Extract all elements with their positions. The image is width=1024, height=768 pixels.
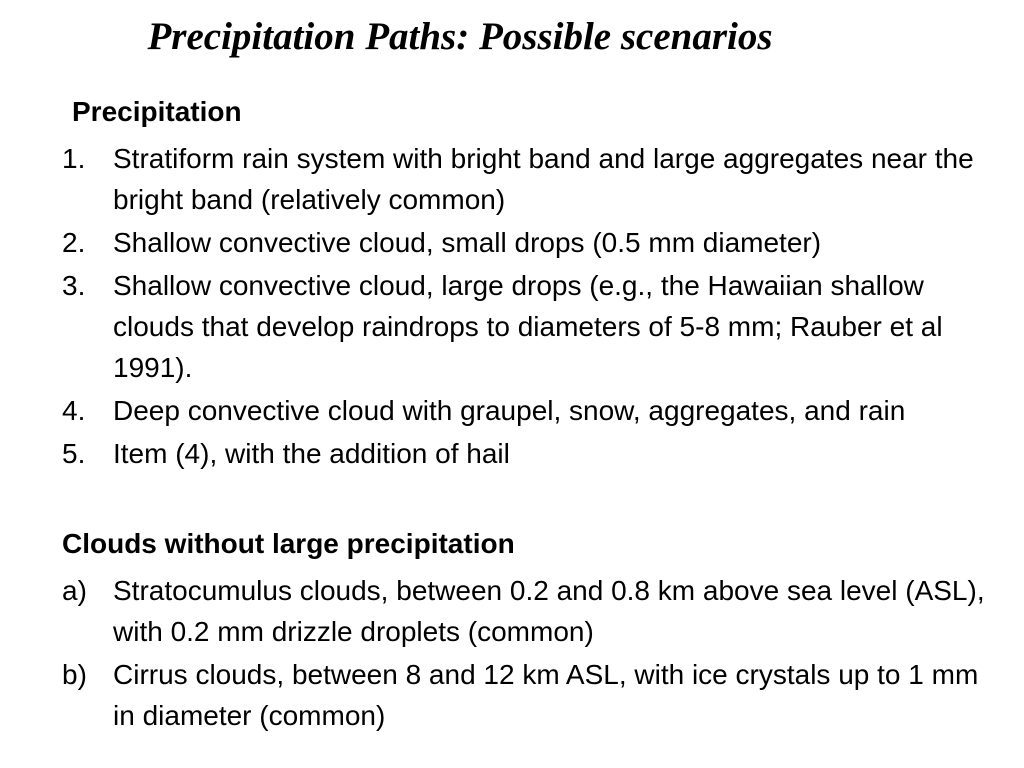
list-item: [62, 390, 1002, 431]
list-marker: a): [62, 575, 87, 606]
list-item-text: Stratiform rain system with bright band and large aggregates near the bright band (relatively common): [113, 143, 974, 215]
list-item-text: Deep convective cloud with graupel, snow, aggregates, and rain: [113, 395, 906, 426]
list-item-text: Item (4), with the addition of hail: [113, 438, 510, 469]
list-marker: 3.: [62, 270, 86, 301]
list-item: [62, 654, 1002, 736]
list-item: [62, 222, 1002, 263]
clouds-list: [62, 570, 1002, 738]
list-item-text: Stratocumulus clouds, between 0.2 and 0.8 km above sea level (ASL), with 0.2 mm drizzle droplets (common): [113, 575, 985, 647]
list-item: [62, 138, 1002, 220]
list-item: [62, 570, 1002, 652]
precipitation-list: [62, 138, 1002, 476]
list-item-text: Cirrus clouds, between 8 and 12 km ASL, with ice crystals up to 1 mm in diameter (common): [113, 659, 979, 731]
list-marker: 2.: [62, 227, 86, 258]
list-marker: 1.: [62, 143, 86, 174]
list-item-text: Shallow convective cloud, large drops (e.g., the Hawaiian shallow clouds that develop raindrops to diameters of 5-8 mm; Rauber et al 1991).: [113, 270, 943, 383]
slide-title: Precipitation Paths: Possible scenarios: [147, 15, 773, 58]
list-item: [62, 265, 1002, 388]
list-marker: b): [62, 659, 87, 690]
precipitation-heading: Precipitation: [72, 96, 242, 127]
list-item-text: Shallow convective cloud, small drops (0.5 mm diameter): [113, 227, 822, 258]
list-marker: 4.: [62, 395, 86, 426]
list-item: [62, 433, 1002, 474]
clouds-heading: Clouds without large precipitation: [62, 528, 515, 559]
list-marker: 5.: [62, 438, 86, 469]
